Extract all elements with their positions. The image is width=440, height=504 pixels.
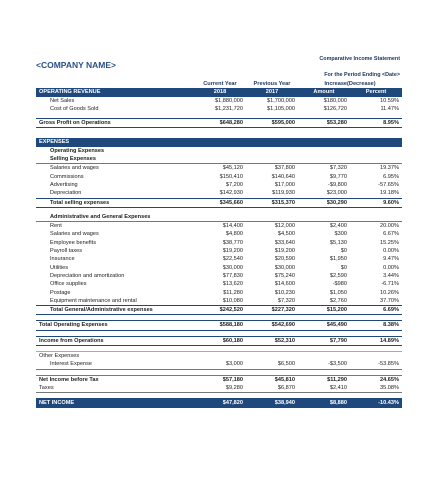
row-value-cur: $142,930	[219, 190, 243, 197]
statement-title: Comparative Income Statement	[319, 56, 400, 62]
row-value-prev: $315,370	[246, 198, 298, 207]
row-value-prev: $6,500	[246, 360, 298, 369]
selling-row	[36, 189, 402, 198]
row-value-cur: $4,800	[225, 231, 243, 238]
row-value-pct: 9.47%	[383, 256, 399, 263]
company-name: <COMPANY NAME>	[36, 60, 116, 70]
operating-expenses-heading	[36, 147, 402, 155]
row-value-prev: $1,105,000	[267, 105, 295, 112]
row-label: Commissions	[50, 173, 84, 180]
row-value-prev: $52,310	[246, 336, 298, 345]
row-value-cur: $38,770	[222, 239, 243, 246]
row-label: Total General/Administrative expenses	[36, 306, 194, 315]
selling-row	[36, 164, 402, 173]
gross-profit-row	[36, 119, 402, 128]
revenue-row	[36, 97, 402, 105]
admin-row	[36, 247, 402, 255]
other-expenses-heading	[36, 352, 402, 361]
col-current-year: Current Year	[203, 81, 237, 87]
row-value-cur: $9,280	[194, 384, 246, 393]
row-value-amt: $0	[340, 264, 347, 271]
row-value-pct: 0.00%	[383, 248, 399, 255]
row-value-amt: $45,490	[298, 321, 350, 330]
row-value-amt: $9,770	[329, 173, 347, 180]
row-value-pct: 3.44%	[383, 272, 399, 279]
row-value-cur: $1,880,000	[215, 97, 243, 104]
row-value-amt: $23,000	[326, 190, 347, 197]
revenue-heading: OPERATING REVENUE	[36, 88, 194, 96]
admin-row	[36, 264, 402, 272]
row-value-cur: $14,400	[222, 223, 243, 230]
row-value-cur: $30,000	[222, 264, 243, 271]
row-label: Office supplies	[50, 281, 87, 288]
row-value-prev: $1,700,000	[267, 97, 295, 104]
row-value-cur: $19,200	[222, 248, 243, 255]
row-value-pct: 6.95%	[383, 173, 399, 180]
row-label: Insurance	[50, 256, 75, 263]
row-value-amt: $0	[340, 248, 347, 255]
row-value-cur: $57,180	[194, 375, 246, 384]
row-value-amt: $2,410	[298, 384, 350, 393]
row-value-amt: $2,400	[329, 223, 347, 230]
selling-row	[36, 181, 402, 189]
year-previous: 2017	[246, 88, 298, 96]
row-value-cur: $242,520	[194, 306, 246, 315]
row-label: Salaries and wages	[50, 231, 99, 238]
row-value-cur: $150,410	[219, 173, 243, 180]
admin-row	[36, 255, 402, 263]
row-value-amt: -$9,800	[328, 181, 347, 188]
row-value-pct: 14.89%	[350, 336, 402, 345]
row-value-cur: $13,620	[222, 281, 243, 288]
row-value-prev: $33,640	[274, 239, 295, 246]
row-value-prev: $75,240	[274, 272, 295, 279]
selling-total-row	[36, 198, 402, 207]
admin-row	[36, 289, 402, 297]
selling-expenses-heading-label: Selling Expenses	[36, 155, 402, 164]
net-income-row	[36, 398, 402, 408]
row-value-amt: $8,880	[298, 398, 350, 408]
row-label: Gross Profit on Operations	[36, 119, 194, 128]
row-value-prev: $227,320	[246, 306, 298, 315]
row-value-prev: $19,200	[274, 248, 295, 255]
row-value-cur: $7,200	[225, 181, 243, 188]
expenses-heading	[36, 138, 402, 146]
row-label: Net Sales	[50, 97, 75, 104]
row-value-prev: $6,870	[246, 384, 298, 393]
row-value-pct: 37.70%	[380, 297, 399, 304]
row-value-prev: $7,320	[277, 297, 295, 304]
admin-expenses-heading	[36, 213, 402, 222]
row-value-prev: $140,640	[271, 173, 295, 180]
row-value-pct: 35.08%	[350, 384, 402, 393]
row-value-amt: $2,760	[329, 297, 347, 304]
other-expenses-heading-label: Other Expenses	[36, 352, 402, 361]
row-value-prev: $38,940	[246, 398, 298, 408]
admin-row	[36, 272, 402, 280]
expenses-heading-label: EXPENSES	[36, 138, 402, 146]
row-value-pct: 15.25%	[380, 239, 399, 246]
row-value-amt: $300	[334, 231, 347, 238]
row-label: Income from Operations	[36, 336, 194, 345]
row-value-pct: 6.67%	[383, 231, 399, 238]
row-label: Postage	[50, 289, 71, 296]
row-label: Net Income before Tax	[36, 375, 194, 384]
row-value-pct: -57.65%	[378, 181, 399, 188]
row-value-prev: $37,800	[274, 165, 295, 172]
revenue-row	[36, 105, 402, 113]
row-value-amt: -$3,500	[298, 360, 350, 369]
row-value-cur: $11,280	[223, 289, 243, 296]
row-label: Rent	[50, 223, 62, 230]
selling-expenses-heading	[36, 155, 402, 164]
selling-row	[36, 173, 402, 181]
row-value-prev: $542,690	[246, 321, 298, 330]
admin-row	[36, 280, 402, 288]
row-value-amt: $11,290	[298, 375, 350, 384]
row-value-pct: -53.85%	[350, 360, 402, 369]
row-value-amt: $126,720	[323, 105, 347, 112]
row-value-pct: 6.69%	[350, 306, 402, 315]
operating-expenses-heading-label: Operating Expenses	[50, 147, 105, 154]
row-value-amt: $1,950	[329, 256, 347, 263]
row-label: Depreciation	[50, 190, 82, 197]
row-label: Advertising	[50, 181, 78, 188]
row-value-amt: $2,590	[329, 272, 347, 279]
row-label: Equipment maintenance and rental	[50, 297, 137, 304]
col-increase: Increase(Decrease)	[324, 81, 376, 87]
row-value-pct: -6.71%	[381, 281, 399, 288]
row-label: Payroll taxes	[50, 248, 83, 255]
admin-total-row	[36, 306, 402, 315]
admin-row	[36, 230, 402, 238]
row-value-amt: $53,280	[298, 119, 350, 128]
row-value-pct: 20.00%	[380, 223, 399, 230]
row-value-amt: $7,320	[329, 165, 347, 172]
row-value-pct: 10.59%	[380, 97, 399, 104]
row-label: Total selling expenses	[36, 198, 194, 207]
row-value-cur: $60,180	[194, 336, 246, 345]
row-label: NET INCOME	[36, 398, 194, 408]
year-current: 2018	[194, 88, 246, 96]
row-value-pct: 9.60%	[350, 198, 402, 207]
row-value-amt: $30,290	[298, 198, 350, 207]
row-value-cur: $22,540	[222, 256, 243, 263]
row-value-prev: $12,000	[274, 223, 295, 230]
row-value-prev: $10,230	[274, 289, 295, 296]
income-operations-row	[36, 336, 402, 345]
row-value-prev: $119,930	[272, 190, 295, 197]
row-value-prev: $20,590	[274, 256, 295, 263]
row-value-prev: $4,500	[277, 231, 295, 238]
row-value-amt: $1,050	[329, 289, 347, 296]
row-label: Salaries and wages	[50, 165, 99, 172]
col-percent: Percent	[350, 88, 402, 96]
col-amount: Amount	[298, 88, 350, 96]
row-label: Depreciation and amortization	[50, 272, 125, 279]
row-value-pct: 0.00%	[383, 264, 399, 271]
row-label: Employee benefits	[50, 239, 97, 246]
row-value-cur: $648,280	[194, 119, 246, 128]
row-label: Taxes	[36, 384, 194, 393]
row-value-amt: $7,790	[298, 336, 350, 345]
row-value-pct: 8.95%	[350, 119, 402, 128]
row-value-prev: $595,000	[246, 119, 298, 128]
row-value-amt: -$980	[332, 281, 347, 288]
statement-period: For the Period Ending <Date>	[324, 72, 400, 78]
row-value-amt: $180,000	[323, 97, 347, 104]
row-value-pct: 10.26%	[380, 289, 399, 296]
row-value-cur: $47,820	[194, 398, 246, 408]
row-value-pct: -10.43%	[350, 398, 402, 408]
row-value-cur: $45,120	[222, 165, 243, 172]
admin-expenses-heading-label: Administrative and General Expenses	[36, 213, 402, 222]
row-value-cur: $10,080	[222, 297, 243, 304]
row-value-pct: 19.37%	[380, 165, 399, 172]
row-value-prev: $45,810	[246, 375, 298, 384]
row-label: Interest Expense	[36, 360, 194, 369]
row-value-pct: 24.65%	[350, 375, 402, 384]
row-value-cur: $1,231,720	[215, 105, 243, 112]
admin-row	[36, 239, 402, 247]
row-value-cur: $588,180	[194, 321, 246, 330]
row-value-pct: 8.38%	[350, 321, 402, 330]
statement-table	[36, 80, 402, 408]
admin-row	[36, 222, 402, 231]
row-value-pct: 11.47%	[380, 105, 399, 112]
row-value-amt: $15,200	[298, 306, 350, 315]
row-value-pct: 19.18%	[380, 190, 399, 197]
row-label: Total Operating Expenses	[36, 321, 194, 330]
row-value-prev: $14,600	[274, 281, 295, 288]
col-previous-year: Previous Year	[253, 81, 291, 87]
row-value-prev: $17,000	[274, 181, 295, 188]
other-row	[36, 360, 402, 369]
row-label: Cost of Goods Sold	[50, 105, 99, 112]
row-value-cur: $3,000	[194, 360, 246, 369]
row-value-cur: $345,660	[194, 198, 246, 207]
total-operating-row	[36, 321, 402, 330]
income-statement	[36, 80, 402, 408]
taxes-row	[36, 384, 402, 393]
before-tax-row	[36, 375, 402, 384]
row-value-prev: $30,000	[274, 264, 295, 271]
admin-row	[36, 297, 402, 306]
row-value-cur: $77,830	[222, 272, 243, 279]
row-label: Utilities	[50, 264, 69, 271]
row-value-amt: $5,130	[329, 239, 347, 246]
